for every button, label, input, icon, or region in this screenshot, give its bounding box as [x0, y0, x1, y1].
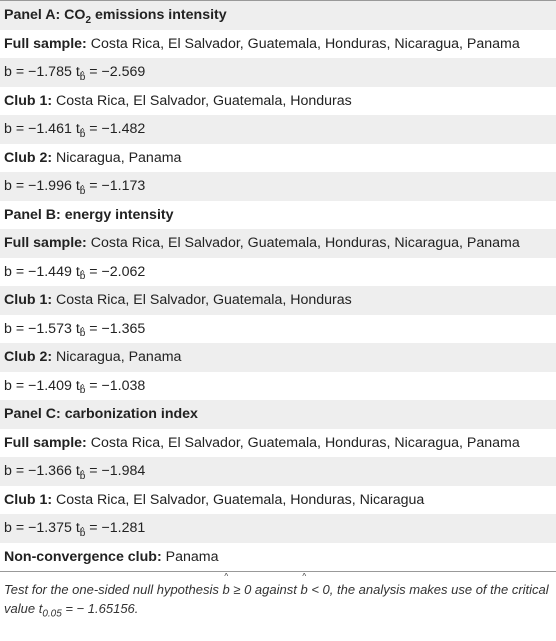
- panel-b-club1-row: Club 1: Costa Rica, El Salvador, Guatemala, Honduras: [0, 286, 556, 315]
- table-footnote: Test for the one-sided null hypothesis ^ b ≥ 0 against ^ b < 0, the analysis makes use of the critical value $t_{0.05}$ = − 1.65156.: [0, 572, 556, 618]
- panel-b-title: Panel B: energy intensity: [4, 206, 174, 223]
- panel-a-title: Panel A: $CO_2$ emissions intensity: [0, 0, 556, 30]
- panel-a-club2-stats: ^ b = −1.996 $t_b = -1.173$: [0, 172, 556, 201]
- panel-a-club2-row: Club 2: Nicaragua, Panama: [4, 149, 182, 166]
- panel-b-full-sample-row: Full sample: Costa Rica, El Salvador, Guatemala, Honduras, Nicaragua, Panama: [0, 229, 556, 258]
- panel-c-club1-row: Club 1: Costa Rica, El Salvador, Guatemala, Honduras, Nicaragua: [4, 491, 425, 508]
- panel-a-full-sample-row: Full sample: Costa Rica, El Salvador, Guatemala, Honduras, Nicaragua, Panama: [4, 35, 520, 52]
- panel-b-full-sample-stats: ^ b = −1.449 $t_b = -2.062$: [0, 258, 556, 287]
- panel-b-club1-stats: ^ b = −1.573 $t_b = -1.365$: [0, 315, 556, 344]
- panel-b-club2-stats: ^ b = −1.409 $t_b = -1.038$: [0, 372, 556, 401]
- panel-a-full-sample-stats: ^ b = −1.785 $t_b = -2.569$: [0, 58, 556, 87]
- panel-c-nonconvergence-row: Non-convergence club: Panama: [0, 543, 556, 573]
- panel-c-club1-stats: ^ b = −1.375 $t_b = -1.281$: [0, 514, 556, 543]
- panel-a-club1-row: Club 1: Costa Rica, El Salvador, Guatemala, Honduras: [4, 92, 352, 109]
- panel-b-club2-row: Club 2: Nicaragua, Panama: [0, 343, 556, 372]
- panel-c-title: Panel C: carbonization index: [0, 400, 556, 429]
- panel-c-full-sample-stats: ^ b = −1.366 $t_b = -1.984$: [0, 457, 556, 486]
- panel-c-full-sample-row: Full sample: Costa Rica, El Salvador, Guatemala, Honduras, Nicaragua, Panama: [4, 434, 520, 451]
- panel-a-club1-stats: ^ b = −1.461 $t_b = -1.482$: [0, 115, 556, 144]
